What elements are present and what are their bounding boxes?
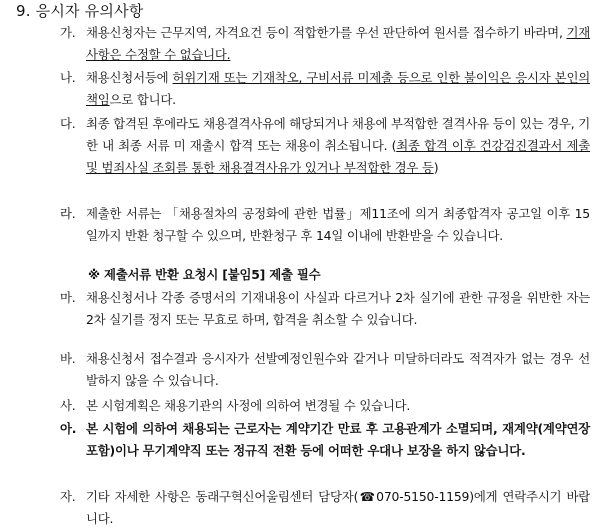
- notice-item-ba: [60, 348, 590, 392]
- item-marker: 아.: [60, 421, 77, 436]
- item-text: 기타 자세한 사항은 동래구혁신어울림센터 담당자(☎070-5150-1159)에게 연락주시기 바랍니다.: [86, 489, 590, 526]
- section-heading: 9. 응시자 유의사항: [16, 2, 144, 20]
- notice-item-ga: [60, 22, 590, 66]
- item-marker: 나.: [60, 70, 76, 85]
- item-text-part: 최종 합격된 후에라도 채용결격사유에 해당되거나 채용에 부적합한 결격사유 등이 있는 경우, 기한 내 최종 서류 미 재출시 합격 또는 채용이 취소됩니다. (: [86, 116, 590, 153]
- item-text-part: ): [433, 160, 439, 175]
- item-text: [60, 113, 590, 179]
- item-text: 본 시험에 의하여 채용되는 근로자는 계약기간 만료 후 고용관계가 소멸되며, 재계약(계약연장 포함)이나 무기계약직 또는 정규직 전환 등에 어떠한 우대나 보장을 하지 않습니다.: [86, 421, 590, 458]
- notice-item-na: [60, 67, 590, 111]
- item-marker: 사.: [60, 398, 76, 413]
- notice-item-sa: [60, 395, 590, 417]
- item-text-underlined: 최종 합격 이후 건강검진결과서 제출 및 범죄사실 조회를 통한 채용결격사유가 있거나 부적합한 경우 등: [86, 138, 590, 175]
- item-text-part: 으로 합니다.: [109, 92, 176, 107]
- notice-item-ra: [60, 203, 590, 247]
- item-text: 채용신청서나 각종 증명서의 기재내용이 사실과 다르거나 2차 실기에 관한 규정을 위반한 자는 2차 실기를 정지 또는 무효로 하며, 합격을 취소할 수 있습니다.: [86, 290, 590, 327]
- item-text-part: 채용신청서등에: [86, 70, 173, 85]
- item-marker: 마.: [60, 290, 76, 305]
- item-text: [60, 67, 590, 111]
- item-marker: 라.: [60, 206, 76, 221]
- item-text: 제출한 서류는 「채용절차의 공정화에 관한 법률」제11조에 의거 최종합격자 공고일 이후 15일까지 반환 청구할 수 있으며, 반환청구 후 14일 이내에 반환받을 수 있습니다.: [86, 206, 590, 243]
- item-text: 채용신청서 접수결과 응시자가 선발예정인원수와 같거나 미달하더라도 적격자가 없는 경우 선발하지 않을 수 있습니다.: [86, 351, 590, 388]
- item-text-underlined: 허위기재 또는 기재착오, 구비서류 미제출 등으로 인한 불이익은 응시자 본인의 책임: [86, 70, 590, 107]
- return-request-note: ※ 제출서류 반환 요청시 [붙임5] 제출 필수: [88, 267, 321, 282]
- item-text: 본 시험계획은 채용기관의 사정에 의하여 변경될 수 있습니다.: [86, 398, 411, 413]
- notice-item-ma: [60, 287, 590, 331]
- item-marker: 자.: [60, 489, 76, 504]
- notice-item-da: [60, 113, 590, 179]
- item-text: [60, 22, 590, 66]
- item-marker: 다.: [60, 116, 76, 131]
- notice-item-ja: [60, 486, 590, 530]
- item-text-underlined: 기재사항은 수정할 수 없습니다.: [86, 25, 590, 62]
- item-text-part: 채용신청자는 근무지역, 자격요건 등이 적합한가를 우선 판단하여 원서를 접수하기 바라며,: [86, 25, 567, 40]
- item-marker: 가.: [60, 25, 76, 40]
- notice-item-a: [60, 418, 590, 462]
- item-marker: 바.: [60, 351, 76, 366]
